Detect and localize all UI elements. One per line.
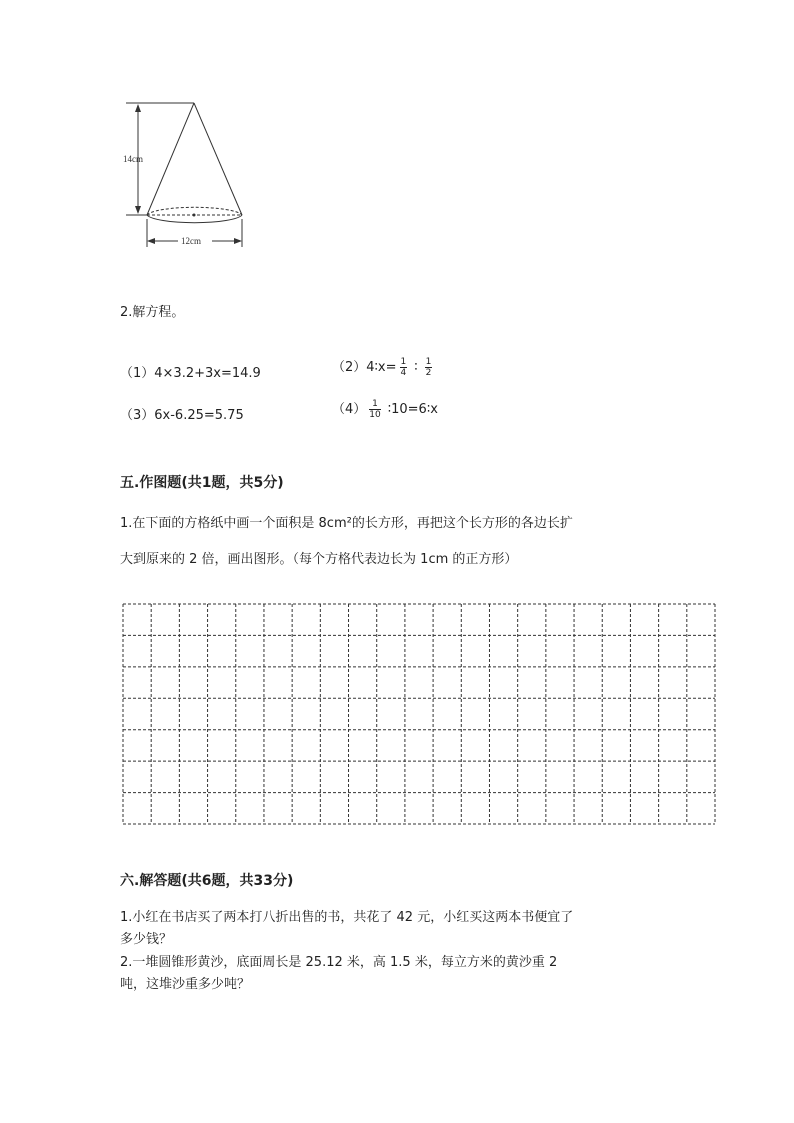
height-label: 14cm bbox=[123, 154, 143, 164]
section-5-q1-line1: 1.在下面的方格纸中画一个面积是 8cm²的长方形，再把这个长方形的各边长扩 bbox=[120, 516, 573, 531]
equation-4-suffix: ∶10=6∶x bbox=[387, 402, 438, 417]
equation-4-fraction bbox=[369, 399, 380, 420]
equation-2-colon: ∶ bbox=[414, 360, 418, 375]
fraction-numerator: 1 bbox=[369, 399, 380, 410]
fraction-numerator: 1 bbox=[400, 357, 407, 367]
section-6-q2-line1: 2.一堆圆锥形黄沙，底面周长是 25.12 米，高 1.5 米，每立方米的黄沙重 2 bbox=[120, 955, 558, 970]
width-arrow-head-left bbox=[147, 238, 155, 244]
section-6-q1-line1: 1.小红在书店买了两本打八折出售的书，共花了 42 元，小红买这两本书便宜了 bbox=[120, 910, 574, 925]
equation-2-fraction-1 bbox=[400, 357, 408, 378]
section-6-heading: 六.解答题(共6题，共33分) bbox=[120, 873, 294, 889]
fraction-denominator: 10 bbox=[369, 410, 381, 420]
equation-3: （3）6x-6.25=5.75 bbox=[120, 408, 244, 423]
cone-right-side bbox=[194, 103, 242, 215]
fraction-numerator: 1 bbox=[425, 357, 432, 367]
equation-4-prefix: （4） bbox=[332, 402, 367, 417]
section-5-q1-line2: 大到原来的 2 倍，画出图形。（每个方格代表边长为 1cm 的正方形） bbox=[120, 552, 518, 567]
fraction-denominator: 4 bbox=[400, 368, 407, 378]
section-6-q2-line2: 吨，这堆沙重多少吨？ bbox=[120, 977, 251, 992]
equation-2-prefix: （2）4∶x= bbox=[332, 360, 397, 375]
fraction-denominator: 2 bbox=[425, 368, 432, 378]
equation-2 bbox=[332, 356, 435, 378]
section-5-heading: 五.作图题(共1题，共5分) bbox=[120, 475, 284, 491]
cone-figure bbox=[120, 95, 260, 255]
width-arrow-head-right bbox=[234, 238, 242, 244]
height-arrow-head-bottom bbox=[135, 206, 141, 214]
grid-paper[interactable] bbox=[122, 603, 718, 827]
equation-2-fraction-2 bbox=[425, 357, 433, 378]
height-arrow-head-top bbox=[135, 104, 141, 112]
diameter-label: 12cm bbox=[181, 236, 201, 246]
cone-left-side bbox=[147, 103, 194, 215]
section-6-q1-line2: 多少钱？ bbox=[120, 932, 173, 947]
equation-4 bbox=[332, 398, 438, 420]
equation-1: （1）4×3.2+3x=14.9 bbox=[120, 366, 261, 381]
q2-title: 2.解方程。 bbox=[120, 305, 185, 320]
cone-center-dot bbox=[193, 214, 196, 217]
